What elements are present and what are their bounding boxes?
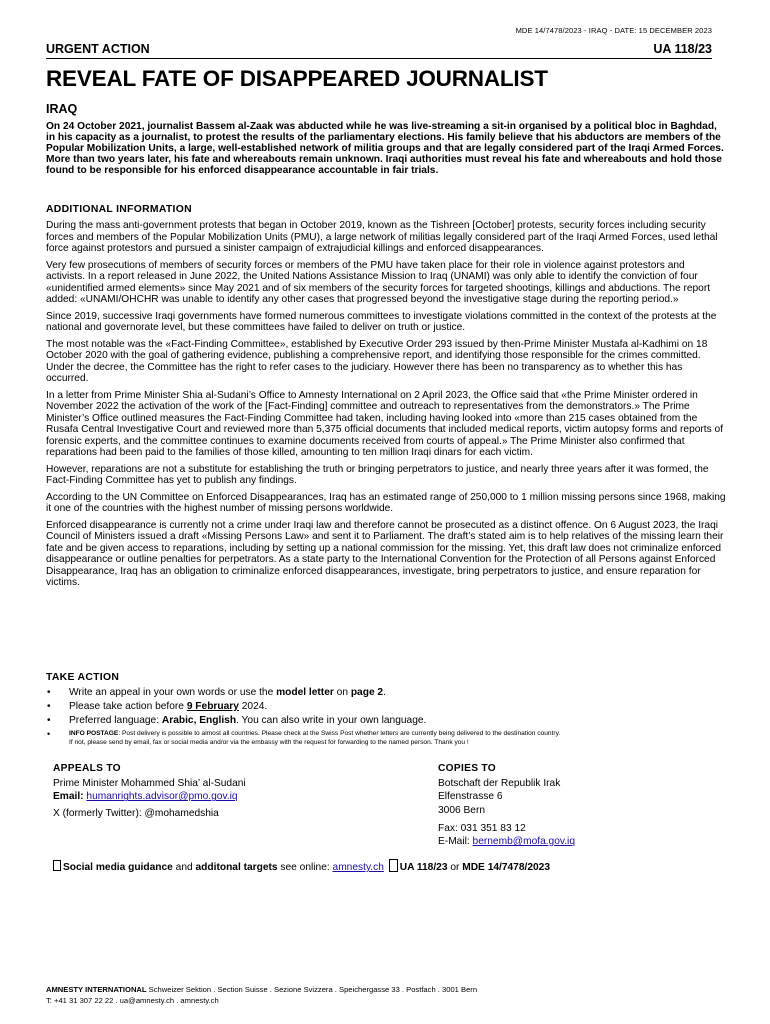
take-action-heading: TAKE ACTION: [46, 672, 120, 683]
embassy-city: 3006 Bern: [438, 804, 486, 816]
placeholder-glyph-icon: [53, 860, 61, 871]
list-item: • Preferred language: Arabic, English. You can also write in your own language.: [47, 714, 427, 726]
bullet-icon: •: [47, 700, 51, 712]
addressee-name: Prime Minister Mohammed Shia’ al-Sudani: [53, 778, 246, 790]
bullet-icon: •: [47, 729, 51, 740]
placeholder-glyph-icon: [389, 859, 398, 872]
info-postage-label: INFO POSTAGE: [69, 730, 119, 738]
info-paragraph: Very few prosecutions of members of security forces or members of the PMU have taken place for their role in violence against protestors and activists. In a report released in June 2022, the United Nations Assistance Mission to Iraq (UNAMI) was only able to identify the conviction of four «unidentified armed elements» since May 2021 and of six members of the security forces for targeted shootings, killings and abductions. The report added: «UNAMI/OHCHR was unable to identify any other cases that progressed beyond the investigative stage during the reporting period.»: [46, 259, 711, 305]
copies-to-block: COPIES TO Botschaft der Republik Irak Elfenstrasse 6 3006 Bern Fax: 031 351 83 12 E-Mail: bernemb@mofa.gov.iq: [438, 762, 738, 848]
list-item: • Write an appeal in your own words or use the model letter on page 2.: [47, 687, 386, 698]
embassy-name: Botschaft der Republik Irak: [438, 778, 561, 790]
list-item: • Please take action before 9 February 2024.: [47, 700, 268, 712]
embassy-street: Elfenstrasse 6: [438, 791, 503, 803]
social-media-guidance: Social media guidance and additonal targets see online: amnesty.ch UA 118/23 or MDE 14/7478/2023: [53, 859, 550, 873]
urgent-action-label: URGENT ACTION: [46, 42, 150, 56]
footer-org: AMNESTY INTERNATIONAL: [46, 985, 147, 994]
lead-paragraph: On 24 October 2021, journalist Bassem al-Zaak was abducted while he was live-streaming a sit-in organised by a political bloc in Baghdad, in his capacity as a journalist, to protest the results of the parliamentary elections. His family believe that his abductors are members of the Popular Mobilization Units, a large, well-established network of militia groups and that are legally considered part of the Iraqi Armed Forces. More than two years later, his fate and whereabouts remain unknown. Iraqi authorities must reveal his fate and whereabouts and hold those found to be responsible for his enforced disappearance accountable in fair trials.: [46, 121, 724, 176]
info-paragraph: However, reparations are not a substitute for establishing the truth or bringing perpetrators to justice, and nearly three years after it was formed, the Fact-Finding Committee has yet to publish any findings.: [46, 463, 709, 486]
info-paragraph: According to the UN Committee on Enforced Disappearances, Iraq has an estimated range of 250,000 to 1 million missing persons since 1968, making it one of the countries with the highest number of missing persons worldwide.: [46, 491, 726, 514]
bullet-icon: •: [47, 687, 51, 698]
info-paragraph: During the mass anti-government protests that began in October 2019, known as the Tishreen [October] protests, security forces including security forces and members of the Popular Mobilization Units (PMU), a large network of militias legally considered part of the Iraqi Armed Forces, used lethal force against protestors and pursued a sinister campaign of extrajudicial killings and enforced disappearances.: [46, 220, 718, 254]
twitter-handle: X (formerly Twitter): @mohamedshia: [53, 807, 219, 819]
ua-number: UA 118/23: [653, 42, 712, 56]
amnesty-link[interactable]: amnesty.ch: [332, 862, 384, 873]
page-footer: [46, 985, 477, 1006]
footer-contact: T: +41 31 307 22 22 . ua@amnesty.ch . amnesty.ch: [46, 995, 219, 1005]
model-letter-ref: model letter: [276, 687, 334, 698]
copies-heading: COPIES TO: [438, 763, 496, 774]
embassy-fax: Fax: 031 351 83 12: [438, 822, 526, 834]
country-label: IRAQ: [46, 102, 78, 116]
page-ref: page 2: [350, 687, 384, 698]
info-paragraph: Since 2019, successive Iraqi governments have formed numerous committees to investigate violations committed in the context of the protests at the national and governorate level, but these committees have failed to deliver on truth or justice.: [46, 310, 717, 333]
footer-address: Schweizer Sektion . Section Suisse . Sezione Svizzera . Speichergasse 33 . Postfach . 3001 Bern: [146, 985, 478, 994]
embassy-email-link[interactable]: bernemb@mofa.gov.iq: [472, 836, 575, 848]
additional-information-body: [46, 220, 726, 594]
info-paragraph: Enforced disappearance is currently not a crime under Iraqi law and therefore cannot be prosecuted as a distinct offence. On 6 August 2023, the Iraqi Council of Ministers issued a draft «Missing Persons Law» and sent it to Parliament. The draft’s stated aim is to help relatives of the missing learn their fate and be given access to reparations, including by setting up a national commission for the missing. Yet, this draft law does not criminalize enforced disappearance or outline penalties for perpetrators. As a state party to the International Convention for the Protection of all Persons against Enforced Disappearance, Iraq has an obligation to criminalize enforced disappearances, investigate, bring perpetrators to justice, and ensure reparation for victims.: [46, 519, 724, 588]
document-reference: MDE 14/7478/2023 - IRAQ - DATE: 15 DECEMBER 2023: [515, 26, 712, 35]
appeals-email-link[interactable]: humanrights.advisor@pmo.gov.iq: [86, 791, 238, 803]
preferred-languages: Arabic, English: [161, 714, 237, 726]
header-divider: [46, 58, 712, 59]
bullet-icon: •: [47, 714, 51, 726]
additional-information-heading: ADDITIONAL INFORMATION: [46, 204, 192, 215]
appeals-to-block: APPEALS TO Prime Minister Mohammed Shia’ al-Sudani Email: humanrights.advisor@pmo.gov.iq X (formerly Twitter): @mohamedshia: [53, 762, 413, 820]
take-action-list: [46, 686, 726, 747]
info-paragraph: In a letter from Prime Minister Shia al-Sudani’s Office to Amnesty International on 2 April 2023, the Office said that «the Prime Minister ordered in November 2022 the activation of the work of the [Fact-Finding] committee and outreach to representatives from the demonstrators.» The Prime Minister’s Office outlined measures the Fact-Finding Committee had taken, including having looked into «more than 215 cases obtained from the Rusafa Central Investigative Court and reviewed more than 5,375 official documents that included medical reports, victim autopsy forms and reports of forensic experts, and the committee continues to examine documents received from courts of appeal.» The Prime Minister also confirmed that reparations had been paid to the families of those killed, amounting to ten million Iraqi dinars for each victim.: [46, 389, 724, 458]
info-paragraph: The most notable was the «Fact-Finding Committee», established by Executive Order 293 issued by then-Prime Minister Mustafa al-Kadhimi on 18 October 2020 with the goal of gathering evidence, publishing a comprehensive report, and identifying those responsible for the crimes committed. Under the decree, the Committee has the right to refer cases to the judiciary. However there has been no transparency as to whether this has occurred.: [46, 338, 708, 384]
appeals-heading: APPEALS TO: [53, 763, 121, 774]
page-title: REVEAL FATE OF DISAPPEARED JOURNALIST: [46, 66, 548, 91]
deadline-date: 9 February: [186, 700, 239, 712]
list-item: • INFO POSTAGE: Post delivery is possible to almost all countries. Please check at the Swiss Post whether letters are currently being delivered to the destination country. If not, please send by email, fax or social media and/or via the embassy with the request for forwarding to the named person. Thank you !: [47, 729, 561, 746]
